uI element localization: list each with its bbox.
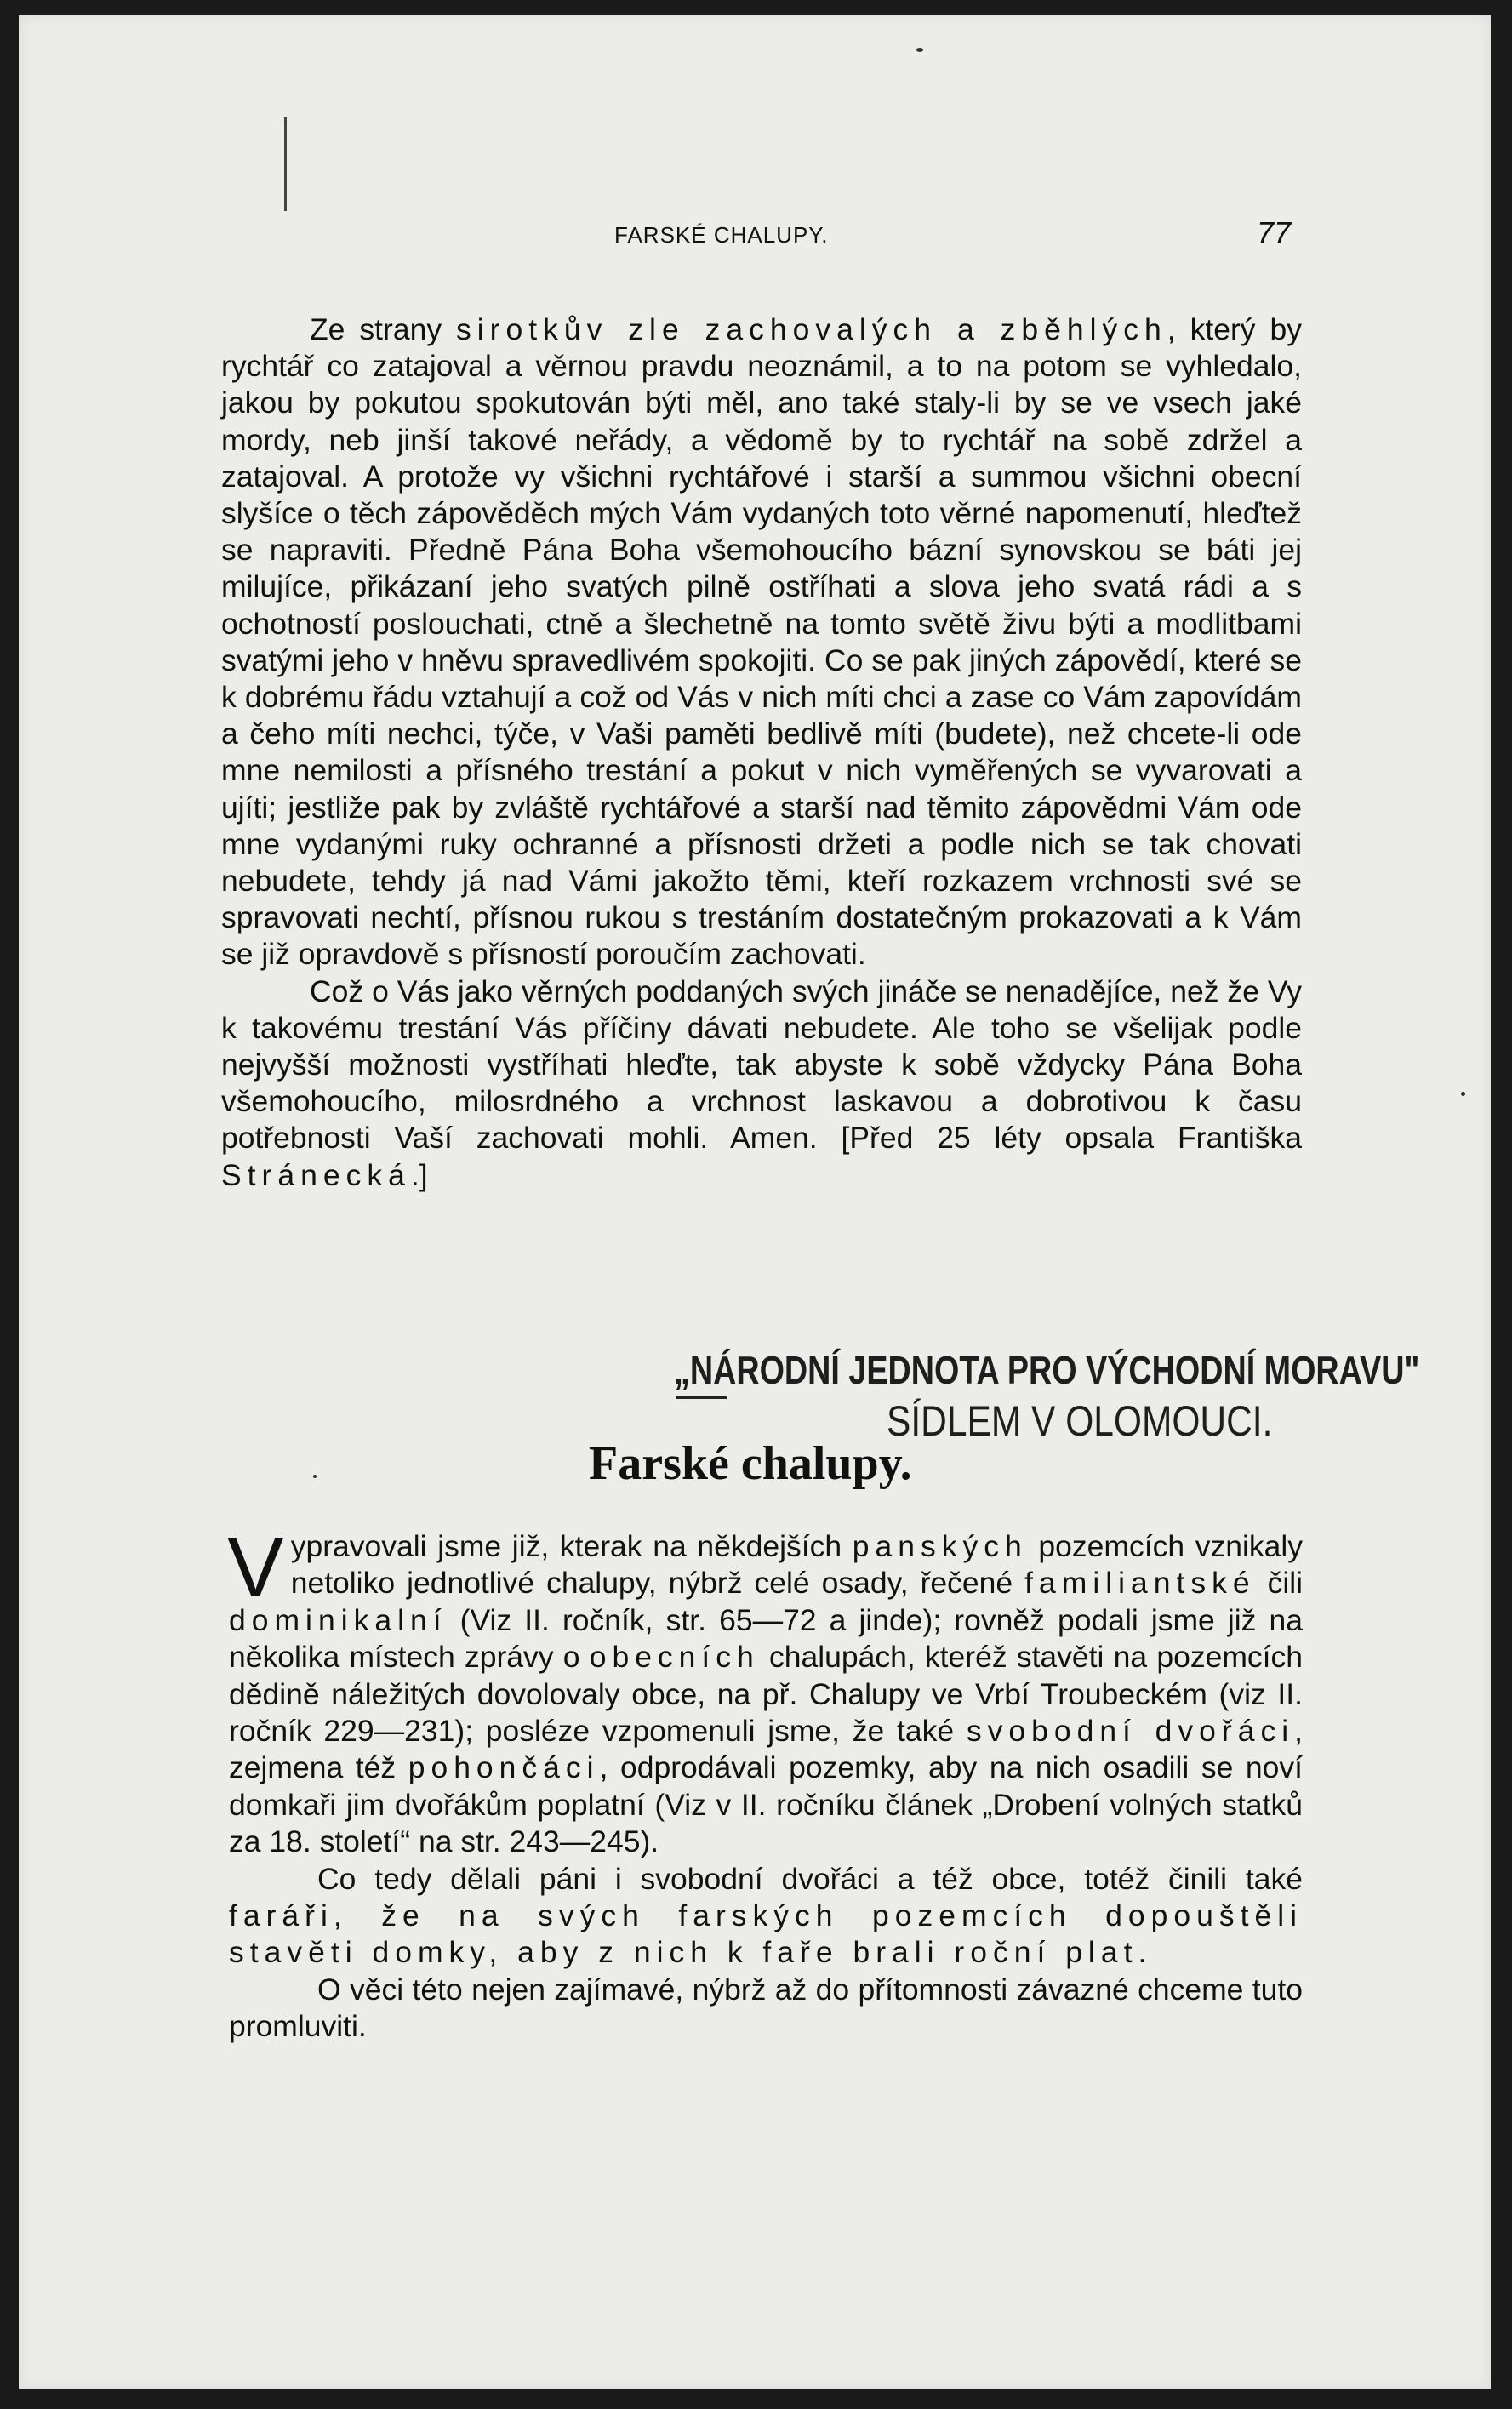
paragraph bbox=[229, 1861, 1303, 1972]
text-run: , který by rychtář co zatajoval a věrnou pravdu neoznámil, a to na potom se vyhledalo, jakou by pokutou spokutován býti měl, ano také staly-li by se ve vsech jaké mordy, neb jinší takové neřády, a vědomě by to rychtář na sobě zdržel a zatajoval. A protože vy všichni rychtářové i starší a summou všichni obecní slyšíce o těch zápověděch mých Vám vydaných toto věrné napomenutí, hleďtež se napraviti. Předně Pána Boha všemohoucího bázní synovskou se báti jej milujíce, přikázaní jeho svatých pilně ostříhati a slova jeho svatá rádi a s ochotností poslouchati, ctně a šlechetně na tomto světě živu býti a modlitbami svatými jeho v hněvu spravedlivém spokojiti. Co se pak jiných zápovědí, které se k dobrému řádu vztahují a což od Vás v nich míti chci a zase co Vám zapovídám a čeho míti nechci, týče, v Vaši paměti bedlivě míti (budete), než chcete-li ode mne nemilosti a přísného trestání a pokut v nich vyměřených se vyvarovati a ujíti; jestliže pak by zvláště rychtářové a starší nad těmito zápovědmi Vám ode mne vydanými ruky ochranné a přísnosti držeti a podle nich se tak chovati nebudete, tehdy já nad Vámi jakožto těmi, kteří rozkazem vrchnosti své se spravovati nechtí, přísnou rukou s trestáním dostatečným prokazovati a k Vám se již opravdově s přísností poroučím zachovati. bbox=[221, 312, 1302, 972]
spaced-text: svobodní dvořáci bbox=[966, 1714, 1295, 1749]
text-run: Což o Vás jako věrných poddaných svých jináče se nenadějíce, než že Vy k takovému trestání Vás příčiny dávati nebudete. Ale toho se všelijak podle nejvyšší možnosti vystříhati hleďte, tak abyste k sobě vždycky Pána Boha všemohoucího, milosrdného a vrchnost laskavou a dobrotivou k času potřebnosti Vaší zachovati mohli. Amen. [Před 25 léty opsala Františka bbox=[221, 973, 1302, 1156]
running-head: FARSKÉ CHALUPY. bbox=[614, 222, 829, 248]
spaced-text: Stránecká bbox=[221, 1157, 411, 1192]
margin-mark bbox=[284, 117, 287, 211]
drop-cap: V bbox=[227, 1520, 284, 1615]
text-run: Co tedy dělali páni i svobodní dvořáci a též obce, totéž činili také bbox=[317, 1861, 1303, 1896]
spaced-text: faráři, že na svých farských pozemcích dopouštěli stavěti domky, aby z nich k faře brali roční plat bbox=[229, 1898, 1303, 1970]
spaced-text: obecních bbox=[589, 1640, 760, 1675]
text-run: ypravovali jsme již, kterak na někdejších bbox=[290, 1529, 853, 1563]
text-block-1 bbox=[221, 311, 1302, 1194]
text-run: chalupách, kteréž stavěti na pozemcích dědině náležitých dovolovaly obce, na př. Chalupy ve Vrbí Troubeckém (viz II. ročník 229—231); posléze vzpomenuli jsme, že také bbox=[229, 1640, 1303, 1749]
text-run: , zejmena též bbox=[229, 1714, 1303, 1785]
stamp-line: „NÁRODNÍ JEDNOTA PRO VÝCHODNÍ MORAVU" bbox=[674, 1348, 1420, 1392]
section-title: Farské chalupy. bbox=[589, 1437, 912, 1490]
text-run: pozemcích vznikaly netoliko jednotlivé chalupy, nýbrž celé osady, řečené bbox=[290, 1529, 1303, 1601]
spaced-text: familiantské bbox=[1024, 1566, 1256, 1601]
text-run: . bbox=[1138, 1935, 1147, 1970]
paragraph bbox=[227, 1520, 1303, 1861]
text-run: .] bbox=[410, 1157, 428, 1192]
text-run: čili bbox=[1255, 1566, 1303, 1601]
text-block-2 bbox=[227, 1520, 1303, 2046]
book-page bbox=[19, 15, 1491, 2389]
spaced-text: sirotkův zle zachovalých a zběhlých bbox=[456, 312, 1167, 346]
stamp-line: SÍDLEM V OLOMOUCI. bbox=[887, 1397, 1273, 1445]
paragraph bbox=[221, 973, 1302, 1194]
spaced-text: dominikalní bbox=[229, 1602, 448, 1637]
paragraph: O věci této nejen zajímavé, nýbrž až do přítomnosti závazné chceme tuto promluviti. bbox=[229, 1972, 1303, 2044]
spaced-text: panských bbox=[852, 1529, 1028, 1563]
speck bbox=[1461, 1092, 1465, 1096]
text-run: Ze strany bbox=[310, 312, 457, 346]
text-run: (Viz II. ročník, str. 65—72 a jinde); rovněž podali jsme již na několika místech zprávy o bbox=[229, 1602, 1303, 1675]
speck bbox=[916, 48, 923, 52]
page-header bbox=[19, 215, 1491, 258]
spaced-text: pohončáci bbox=[408, 1750, 600, 1785]
paragraph bbox=[221, 311, 1302, 973]
speck bbox=[313, 1475, 317, 1478]
text-run: , odprodávali pozemky, aby na nich osadili se noví domkaři jim dvořákům poplatní (Viz v II. ročníku článek „Drobení volných statků za 18. století“ na str. 243—245). bbox=[229, 1750, 1303, 1859]
page-number: 77 bbox=[1257, 215, 1292, 250]
library-stamp bbox=[674, 1347, 1512, 1446]
